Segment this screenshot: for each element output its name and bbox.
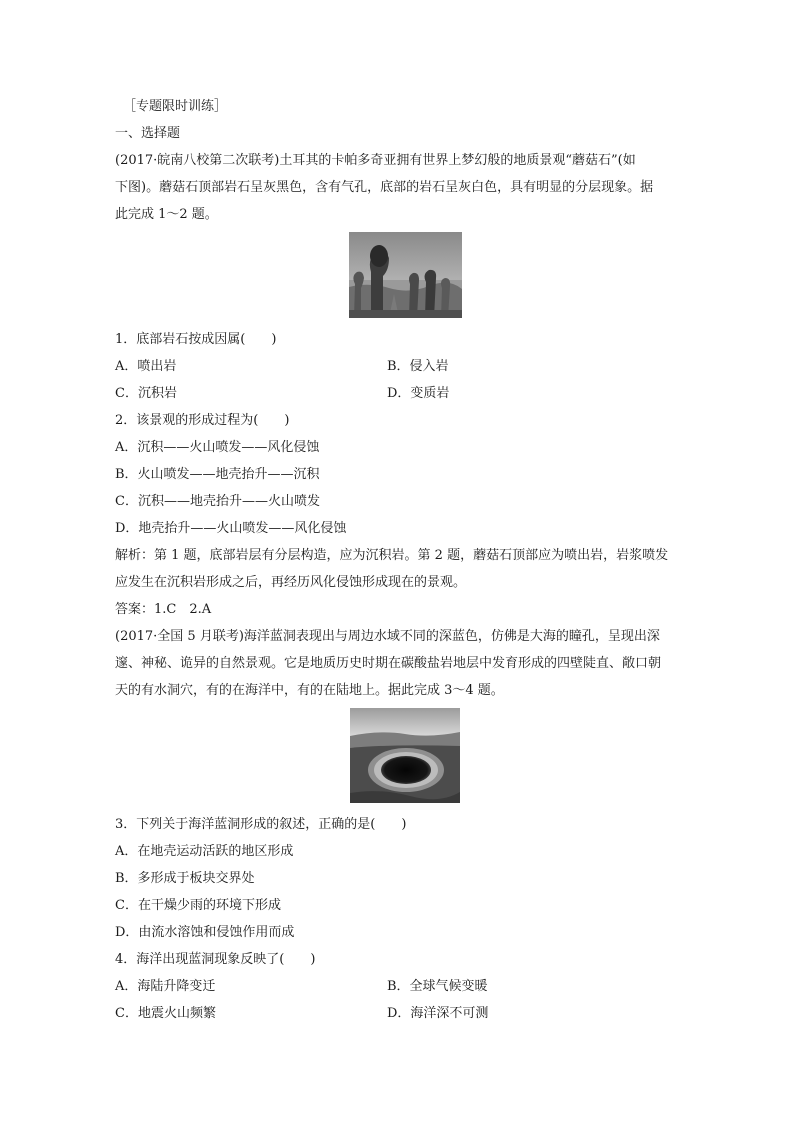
passage-2-line-3: 天的有水洞穴，有的在海洋中，有的在陆地上。据此完成 3～4 题。 [115, 683, 504, 698]
question-4-stem: 4．海洋出现蓝洞现象反映了( ) [115, 952, 316, 967]
answer-1: 答案：1.C 2.A [115, 602, 212, 617]
question-4 [115, 946, 695, 1027]
analysis-1-line-1: 解析：第 1 题，底部岩层有分层构造，应为沉积岩。第 2 题，蘑菇石顶部应为喷出岩，岩浆喷发 [115, 548, 669, 563]
passage-2 [115, 623, 695, 704]
option-b: B．全球气候变暖 [387, 979, 488, 994]
question-1-options-row-1 [115, 353, 695, 380]
question-1-options-row-2 [115, 380, 695, 407]
option-a: A．沉积——火山喷发——风化侵蚀 [115, 440, 320, 455]
question-1-stem: 1．底部岩石按成因属( ) [115, 332, 277, 347]
option-a: A．在地壳运动活跃的地区形成 [115, 844, 294, 859]
question-3 [115, 811, 695, 946]
question-4-options-row-2 [115, 1000, 695, 1027]
option-b: B．火山喷发——地壳抬升——沉积 [115, 467, 320, 482]
question-1 [115, 326, 695, 407]
option-a: A．喷出岩 [115, 359, 177, 374]
analysis-1 [115, 542, 695, 596]
passage-1 [115, 147, 695, 228]
figure-1 [115, 232, 695, 318]
passage-1-line-3: 此完成 1～2 题。 [115, 207, 218, 222]
question-2-stem: 2．该景观的形成过程为( ) [115, 413, 290, 428]
exercise-page [115, 93, 695, 1027]
option-a: A．海陆升降变迁 [115, 979, 216, 994]
option-c: C．沉积——地壳抬升——火山喷发 [115, 494, 320, 509]
passage-1-line-1: (2017·皖南八校第二次联考)土耳其的卡帕多奇亚拥有世界上梦幻般的地质景观“蘑菇石”(如 [115, 153, 636, 168]
passage-2-line-1: (2017·全国 5 月联考)海洋蓝洞表现出与周边水域不同的深蓝色，仿佛是大海的瞳孔，呈现出深 [115, 629, 660, 644]
blue-hole-photo [350, 708, 460, 803]
passage-1-line-2: 下图)。蘑菇石顶部岩石呈灰黑色，含有气孔，底部的岩石呈灰白色，具有明显的分层现象。据 [115, 180, 654, 195]
option-b: B．侵入岩 [387, 359, 449, 374]
option-c: C．在干燥少雨的环境下形成 [115, 898, 281, 913]
option-c: C．沉积岩 [115, 386, 177, 401]
analysis-1-line-2: 应发生在沉积岩形成之后，再经历风化侵蚀形成现在的景观。 [115, 575, 467, 590]
question-2 [115, 407, 695, 542]
option-d: D．变质岩 [387, 386, 450, 401]
option-b: B．多形成于板块交界处 [115, 871, 255, 886]
figure-2 [115, 708, 695, 803]
option-c: C．地震火山频繁 [115, 1006, 216, 1021]
part-title: 一、选择题 [115, 126, 181, 141]
mushroom-rock-photo [349, 232, 462, 318]
option-d: D．地壳抬升——火山喷发——风化侵蚀 [115, 521, 347, 536]
option-d: D．由流水溶蚀和侵蚀作用而成 [115, 925, 295, 940]
section-label: ［专题限时训练］ [123, 99, 228, 114]
question-4-options-row-1 [115, 973, 695, 1000]
passage-2-line-2: 邃、神秘、诡异的自然景观。它是地质历史时期在碳酸盐岩地层中发育形成的四壁陡直、敞口朝 [115, 656, 662, 671]
question-3-stem: 3．下列关于海洋蓝洞形成的叙述，正确的是( ) [115, 817, 407, 832]
option-d: D．海洋深不可测 [387, 1006, 489, 1021]
